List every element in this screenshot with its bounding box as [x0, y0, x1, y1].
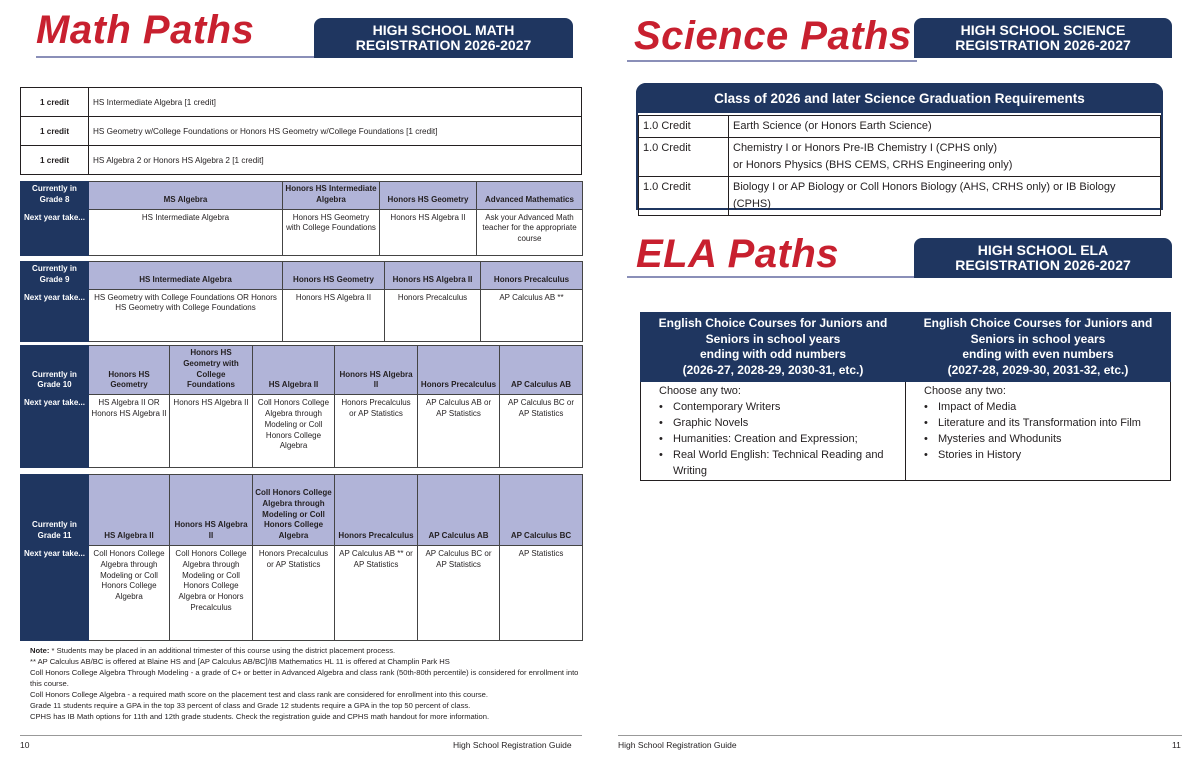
- science-credit: 1.0 Credit: [639, 177, 729, 216]
- note-line: ** AP Calculus AB/BC is offered at Blaine HS and [AP Calculus AB/BC]/IB Mathematics HL 11 is offered at Champlin Park HS: [30, 657, 450, 666]
- footer-divider: [20, 735, 582, 736]
- grade9-table: [20, 261, 583, 342]
- page-number: 11: [1172, 740, 1181, 750]
- next-course: Coll Honors College Algebra through Modeling or Coll Honors College Algebra: [89, 546, 170, 641]
- course-header: Honors HS Algebra II: [335, 346, 418, 395]
- ela-table: [640, 312, 1171, 481]
- next-course: Honors HS Algebra II: [170, 395, 253, 468]
- ela-odd-header: [641, 313, 906, 382]
- footer-text: High School Registration Guide: [618, 740, 737, 750]
- note-line: Grade 11 students require a GPA in the top 33 percent of class and Grade 12 students require a GPA in the top 50 percent of class.: [30, 701, 471, 710]
- course-header: Honors HS Intermediate Algebra: [283, 182, 380, 210]
- grade-label: Currently in Grade 8: [21, 182, 89, 210]
- ela-intro: Choose any two:: [924, 385, 1006, 397]
- grade-label: Currently in Grade 11: [21, 475, 89, 546]
- ela-paths-title: ELA Paths: [636, 232, 840, 276]
- next-course: Honors Precalculus or AP Statistics: [335, 395, 418, 468]
- course-header: Honors Precalculus: [418, 346, 500, 395]
- note-line: Coll Honors College Algebra Through Modeling - a grade of C+ or better in Advanced Algebra and class rank (50th-80th percentile) is considered for enrollment into this course.: [30, 668, 579, 688]
- course-header: Honors HS Geometry with College Foundations: [170, 346, 253, 395]
- next-course: HS Algebra II OR Honors HS Algebra II: [89, 395, 170, 468]
- next-year-label: Next year take...: [21, 289, 89, 341]
- course-header: Honors HS Geometry: [283, 262, 385, 290]
- science-course: Earth Science (or Honors Earth Science): [729, 116, 1161, 138]
- science-row: [639, 177, 1161, 216]
- list-item: • Stories in History: [924, 447, 1170, 463]
- footer-divider: [618, 735, 1182, 736]
- math-banner: [314, 18, 573, 58]
- course-header: AP Calculus AB: [500, 346, 583, 395]
- science-table-title: Class of 2026 and later Science Graduation Requirements: [636, 83, 1163, 113]
- next-course: AP Statistics: [500, 546, 583, 641]
- title-underline: [627, 276, 917, 278]
- title-underline: [36, 56, 316, 58]
- note-line: Coll Honors College Algebra - a required math score on the placement test and class rank are considered for enrollment into this course.: [30, 690, 488, 699]
- science-course: Biology I or AP Biology or Coll Honors Biology (AHS, CRHS only) or IB Biology (CPHS): [729, 177, 1161, 216]
- ela-header-line: (2026-27, 2028-29, 2030-31, etc.): [682, 362, 864, 377]
- notes-block: [30, 645, 590, 722]
- course-header: AP Calculus AB: [418, 475, 500, 546]
- course-header: Honors HS Algebra II: [170, 475, 253, 546]
- ela-banner-line1: HIGH SCHOOL ELA: [977, 242, 1109, 258]
- science-row: [639, 116, 1161, 138]
- next-course: AP Calculus BC or AP Statistics: [500, 395, 583, 468]
- course-header: Honors HS Geometry: [89, 346, 170, 395]
- ela-header-line: ending with odd numbers: [700, 347, 846, 361]
- course-header: MS Algebra: [89, 182, 283, 210]
- next-course: AP Calculus BC or AP Statistics: [418, 546, 500, 641]
- course-header: HS Algebra II: [253, 346, 335, 395]
- math-banner-line2: REGISTRATION 2026-2027: [355, 37, 532, 53]
- next-course: Honors Precalculus or AP Statistics: [253, 546, 335, 641]
- science-paths-title: Science Paths: [634, 14, 912, 58]
- next-course: HS Geometry with College Foundations OR Honors HS Geometry with College Foundations: [89, 289, 283, 341]
- course-header: Advanced Mathematics: [477, 182, 583, 210]
- page-number: 10: [20, 740, 30, 750]
- next-course: Ask your Advanced Math teacher for the appropriate course: [477, 209, 583, 255]
- science-credit: 1.0 Credit: [639, 138, 729, 177]
- note-line: * Students may be placed in an additional trimester of this course using the district placement process.: [49, 646, 396, 655]
- ela-header-line: Seniors in school years: [970, 331, 1106, 346]
- science-row: [639, 138, 1161, 177]
- science-banner-line1: HIGH SCHOOL SCIENCE: [960, 22, 1126, 38]
- credit-course: HS Intermediate Algebra [1 credit]: [89, 88, 582, 117]
- list-item: • Humanities: Creation and Expression;: [659, 431, 905, 447]
- next-course: Honors Precalculus: [385, 289, 481, 341]
- next-course: AP Calculus AB or AP Statistics: [418, 395, 500, 468]
- course-header: Honors HS Geometry: [380, 182, 477, 210]
- next-year-label: Next year take...: [21, 395, 89, 468]
- grade10-table: [20, 345, 583, 468]
- credit-course: HS Algebra 2 or Honors HS Algebra 2 [1 credit]: [89, 146, 582, 175]
- course-header: Honors Precalculus: [481, 262, 583, 290]
- math-paths-title: Math Paths: [36, 8, 255, 52]
- next-course: AP Calculus AB **: [481, 289, 583, 341]
- note-label: Note:: [30, 646, 50, 655]
- ela-even-list: [906, 382, 1171, 481]
- next-course: HS Intermediate Algebra: [89, 209, 283, 255]
- next-course: AP Calculus AB ** or AP Statistics: [335, 546, 418, 641]
- list-item: • Mysteries and Whodunits: [924, 431, 1170, 447]
- grade-label: Currently in Grade 10: [21, 346, 89, 395]
- course-header: Coll Honors College Algebra through Modeling or Coll Honors College Algebra: [253, 475, 335, 546]
- grade-label: Currently in Grade 9: [21, 262, 89, 290]
- course-header: HS Algebra II: [89, 475, 170, 546]
- credit-row: [21, 146, 582, 175]
- next-course: Coll Honors College Algebra through Modeling or Coll Honors College Algebra: [253, 395, 335, 468]
- credit-table: [20, 87, 582, 175]
- ela-header-line: (2027-28, 2029-30, 2031-32, etc.): [947, 362, 1129, 377]
- ela-intro: Choose any two:: [659, 385, 741, 397]
- next-year-label: Next year take...: [21, 209, 89, 255]
- list-item: • Real World English: Technical Reading and Writing: [659, 447, 905, 479]
- ela-header-line: ending with even numbers: [962, 347, 1114, 361]
- list-item: • Contemporary Writers: [659, 399, 905, 415]
- course-header: Honors HS Algebra II: [385, 262, 481, 290]
- science-banner: [914, 18, 1172, 58]
- ela-header-line: English Choice Courses for Juniors and: [923, 316, 1153, 330]
- list-item: • Graphic Novels: [659, 415, 905, 431]
- title-underline: [627, 60, 917, 62]
- ela-banner-line2: REGISTRATION 2026-2027: [955, 257, 1131, 273]
- ela-header-line: English Choice Courses for Juniors and: [658, 316, 888, 330]
- credit-course: HS Geometry w/College Foundations or Honors HS Geometry w/College Foundations [1 credit]: [89, 117, 582, 146]
- list-item: • Impact of Media: [924, 399, 1170, 415]
- math-banner-line1: HIGH SCHOOL MATH: [372, 22, 515, 38]
- science-table: [638, 115, 1161, 216]
- credit-row: [21, 88, 582, 117]
- ela-header-line: Seniors in school years: [705, 331, 841, 346]
- note-line: CPHS has IB Math options for 11th and 12th grade students. Check the registration guide and CPHS math handout for more information.: [30, 712, 490, 721]
- course-header: AP Calculus BC: [500, 475, 583, 546]
- science-banner-line2: REGISTRATION 2026-2027: [955, 37, 1131, 53]
- course-header: Honors Precalculus: [335, 475, 418, 546]
- next-course: Coll Honors College Algebra through Modeling or Coll Honors College Algebra or Honors Precalculus: [170, 546, 253, 641]
- next-course: Honors HS Algebra II: [283, 289, 385, 341]
- ela-banner: [914, 238, 1172, 278]
- grade8-table: [20, 181, 583, 256]
- credit-row: [21, 117, 582, 146]
- science-course-line: or Honors Physics (BHS CEMS, CRHS Engineering only): [733, 159, 1013, 171]
- ela-odd-list: [641, 382, 906, 481]
- course-header: HS Intermediate Algebra: [89, 262, 283, 290]
- next-course: Honors HS Algebra II: [380, 209, 477, 255]
- science-course: [729, 138, 1161, 177]
- footer-text: High School Registration Guide: [453, 740, 572, 750]
- science-course-line: Chemistry I or Honors Pre-IB Chemistry I (CPHS only): [733, 142, 998, 154]
- grade11-table: [20, 474, 583, 641]
- next-course: Honors HS Geometry with College Foundations: [283, 209, 380, 255]
- next-year-label: Next year take...: [21, 546, 89, 641]
- ela-even-header: [906, 313, 1171, 382]
- credit-amount: 1 credit: [21, 117, 89, 146]
- list-item: • Literature and its Transformation into Film: [924, 415, 1170, 431]
- credit-amount: 1 credit: [21, 146, 89, 175]
- science-credit: 1.0 Credit: [639, 116, 729, 138]
- credit-amount: 1 credit: [21, 88, 89, 117]
